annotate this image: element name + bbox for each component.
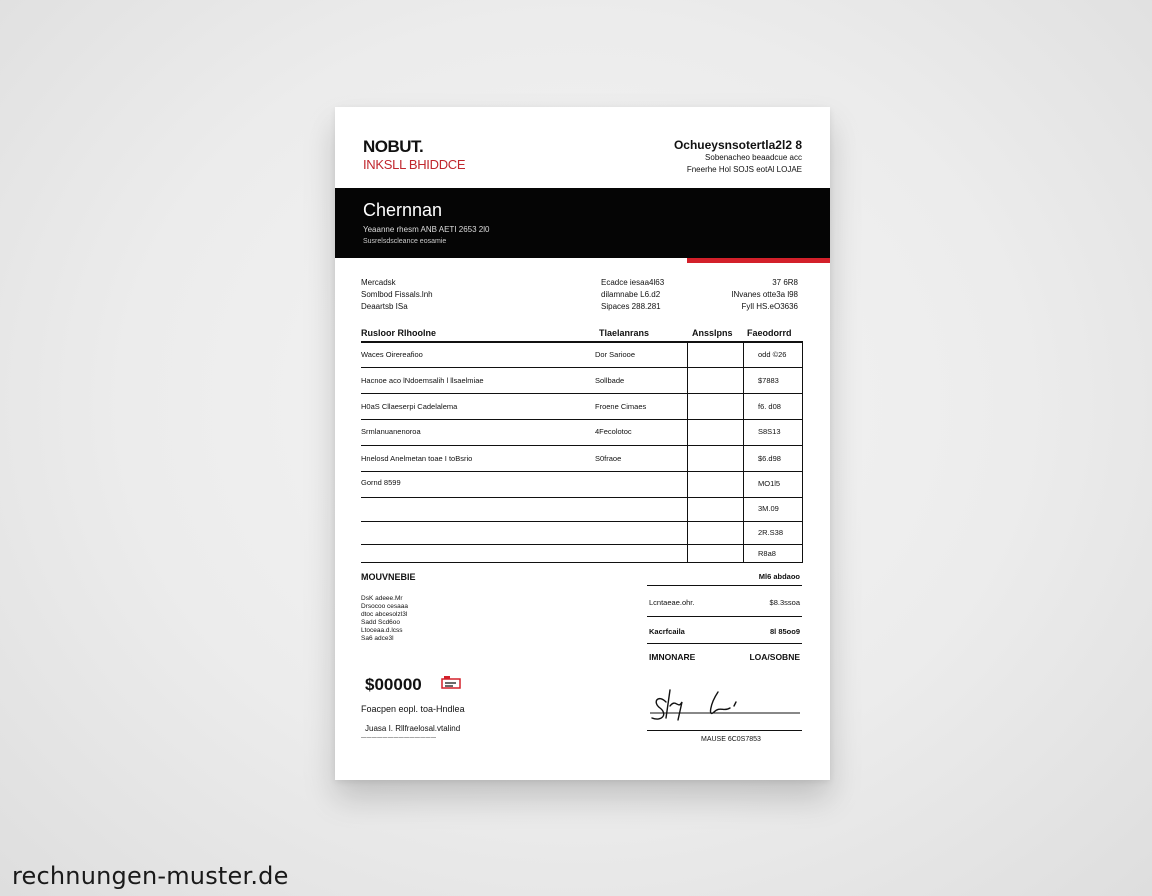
totals-rule	[647, 616, 802, 617]
table-row-type: Sollbade	[595, 376, 625, 385]
notes-line: Sadd Scd6oo	[361, 619, 401, 626]
row-rule	[361, 544, 803, 545]
billto-left-3: Deaartsb ISa	[361, 302, 408, 311]
billto-left-2: Somlbod Fissals.lnh	[361, 290, 433, 299]
table-row-type: Froene Cimaes	[595, 402, 647, 411]
table-row-type: Dor Sariooe	[595, 350, 636, 359]
title-band	[335, 188, 830, 258]
totals-rule	[647, 585, 802, 586]
totals-rule	[647, 643, 802, 644]
document-title: Chernnan	[363, 200, 443, 220]
billto-left-1: Mercadsk	[361, 278, 396, 287]
header-company-line: Ochueysnsotertla2l2 8	[673, 138, 802, 152]
totals-row3-label: Kacrfcaila	[649, 627, 685, 636]
billto-right-1: 37 6R8	[772, 278, 798, 287]
row-rule	[361, 497, 803, 498]
billto-mid-3: Sipaces 288.281	[601, 302, 661, 311]
header-contact-line: Fneerhe Hol SOJS eotAl LOJAE	[686, 165, 802, 174]
notes-line: DsK adeee.Mr	[361, 595, 403, 602]
accent-bar	[687, 258, 830, 263]
table-row-type: 4Fecolotoc	[595, 427, 632, 436]
row-rule	[361, 393, 803, 394]
table-row-desc: H0aS Cllaeserpi Cadelalema	[361, 402, 458, 411]
table-row-type: S0fraoe	[595, 454, 622, 463]
items-table	[361, 341, 803, 563]
payment-line-2: Juasa I. Rllfraelosal.vtalind	[365, 724, 461, 733]
table-bottom-rule	[361, 562, 803, 563]
brand-name: NOBUT.	[363, 137, 424, 156]
col-rule	[802, 341, 803, 563]
table-row-desc: Waces Oirereafioo	[361, 350, 423, 359]
table-row-amount: $7883	[758, 376, 779, 385]
totals-row2-label: Lcntaeae.ohr.	[649, 598, 695, 607]
grand-total-value: LOA/SOBNE	[749, 652, 800, 662]
col-header-qty: Ansslpns	[692, 328, 733, 338]
signature-icon	[648, 682, 806, 730]
signature-caption: MAUSE 6C0S7853	[701, 736, 761, 743]
col-header-description: Rusloor Rlhoolne	[361, 328, 436, 338]
notes-title: MOUVNEBIE	[361, 572, 416, 582]
billto-right-3: Fyll HS.eO3636	[741, 302, 798, 311]
notes-line: Sa6 adce3l	[361, 635, 394, 642]
payment-amount: $00000	[365, 675, 422, 694]
row-rule	[361, 445, 803, 446]
table-row-amount: R8a8	[758, 549, 776, 558]
table-row-amount: S8S13	[758, 427, 781, 436]
table-row-amount: 2R.S38	[758, 528, 784, 537]
notes-line: Ltoceaa.d.lcss	[361, 627, 403, 634]
billto-mid-1: Ecadce iesaa4l63	[601, 278, 665, 287]
payment-line-1: Foacpen eopl. toa-Hndlea	[361, 704, 465, 714]
table-row-amount: 3M.09	[758, 504, 779, 513]
row-rule	[361, 419, 803, 420]
invoice-paper	[335, 107, 830, 780]
notes-line: Drsocoo cesaaa	[361, 603, 408, 610]
col-header-amount: Faeodorrd	[747, 328, 792, 338]
site-watermark: rechnungen-muster.de	[12, 862, 289, 890]
notes-line: dtoc abcesolzl3l	[361, 611, 408, 618]
row-rule	[361, 521, 803, 522]
table-row-desc: Hnelosd Anelmetan toae I toBsrio	[361, 454, 473, 463]
band-subline-1: Yeaanne rhesm ANB AETI 2653 2l0	[363, 225, 490, 234]
table-row-amount: $6.d98	[758, 454, 781, 463]
billto-right-2: INvanes otte3a l98	[731, 290, 798, 299]
table-top-rule	[361, 341, 803, 343]
brand-subtitle: INKSLL BHIDDCE	[363, 157, 466, 172]
table-row-desc: Hacnoe aco lNdoemsalih l llsaelmiae	[361, 376, 484, 385]
notes-block	[361, 595, 408, 643]
header-address-line: Sobenacheo beaadcue acc	[705, 153, 802, 162]
row-rule	[361, 367, 803, 368]
signature-rule	[647, 730, 802, 731]
row-rule	[361, 471, 803, 472]
table-row-amount: f6. d08	[758, 402, 781, 411]
table-row-amount: odd ©26	[758, 350, 787, 359]
table-row-desc: Gornd 8599	[361, 478, 401, 487]
billto-mid-2: dilamnabe L6.d2	[601, 290, 661, 299]
table-row-desc: Srmlanuanenoroa	[361, 427, 421, 436]
col-rule	[743, 341, 744, 563]
table-row-amount: MO1l5	[758, 479, 781, 488]
totals-row1-value: Ml6 abdaoo	[758, 572, 800, 581]
stamp-logo-icon	[441, 675, 461, 693]
grand-total-label: IMNONARE	[649, 652, 696, 662]
totals-row2-value: $8.3ssoa	[769, 598, 800, 607]
band-subline-2: Susrelsdscleance eosamie	[363, 238, 447, 245]
payment-line-3: — — — — — — — — — — — — — —	[361, 735, 436, 741]
col-header-type: Tlaelanrans	[599, 328, 650, 338]
totals-row3-value: 8l 85oo9	[769, 627, 800, 636]
col-rule	[687, 341, 688, 563]
